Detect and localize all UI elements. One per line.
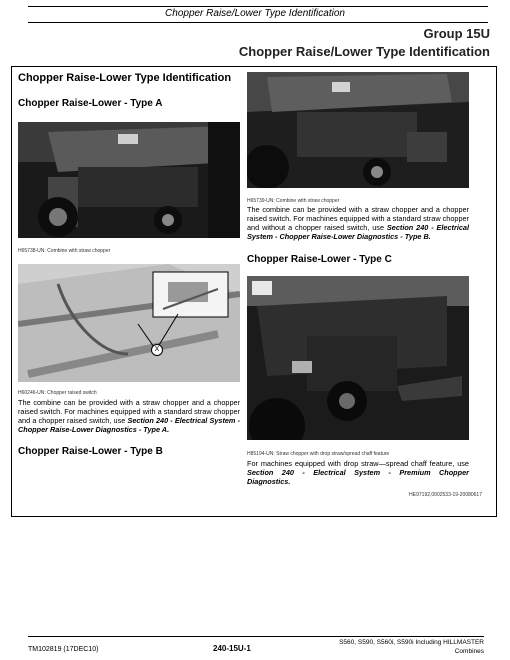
type-b-body-text: The combine can be provided with a straw chopper and a chopper raised switch. For machines equipped with a standard straw chopper and without a chopper raised switch, use: [247, 205, 469, 232]
type-a-body: [18, 398, 240, 434]
callout-x: X: [151, 344, 163, 356]
type-a-body-text: The combine can be provided with a straw chopper and a chopper raised switch. For machines equipped with a standard straw chopper and a chopper raised switch, use: [18, 398, 240, 425]
footer-manual-id: TM102819 (17DEC10): [28, 646, 99, 653]
type-c-body-text: For machines equipped with drop straw—spread chaff feature, use: [247, 459, 469, 468]
footer-product-type: Combines: [454, 648, 484, 655]
drop-straw-photo: [247, 276, 469, 440]
combine-rear-photo-a: [18, 122, 240, 238]
footer-page-number: 240-15U-1: [213, 644, 251, 653]
combine-rear-photo-b: [247, 72, 469, 188]
type-c-section-ref: Section 240 - Electrical System - Premium Chopper Diagnostics.: [247, 468, 469, 486]
photo-caption-a2: H60246-UN: Chopper raised switch: [18, 390, 97, 396]
type-b-section-ref: Section 240 - Electrical System - Chopper Raise-Lower Diagnostics - Type B.: [247, 223, 469, 241]
footer-rule: [28, 636, 484, 637]
footer-models: S560, S590, S560i, S590i Including HILLMASTER: [339, 639, 484, 646]
type-a-section-ref: Section 240 - Electrical System - Chopper Raise-Lower Diagnostics - Type A.: [18, 416, 241, 434]
type-c-heading: Chopper Raise-Lower - Type C: [247, 254, 392, 265]
document-reference: HE97192,0002533-19-20080617: [409, 492, 482, 498]
type-b-heading: Chopper Raise-Lower - Type B: [18, 446, 163, 457]
type-b-body: [247, 205, 469, 241]
main-heading: Chopper Raise-Lower Type Identification: [18, 72, 232, 84]
footer-model-info: [339, 638, 484, 656]
header-rule-top: [28, 6, 488, 7]
header-rule-bottom: [28, 22, 488, 23]
type-a-heading: Chopper Raise-Lower - Type A: [18, 98, 163, 109]
type-c-body: [247, 459, 469, 486]
photo-caption-b: H65739-UN: Combine with straw chopper: [247, 198, 340, 204]
photo-caption-c: H85194-UN: Straw chopper with drop straw/spread chaff feature: [247, 451, 390, 457]
chopper-switch-photo: [18, 264, 240, 382]
section-title: Chopper Raise/Lower Type Identification: [238, 44, 490, 59]
running-title: Chopper Raise/Lower Type Identification: [165, 8, 345, 19]
group-label: Group 15U: [423, 26, 490, 41]
photo-caption-a1: H65738-UN: Combine with straw chopper: [18, 248, 111, 254]
